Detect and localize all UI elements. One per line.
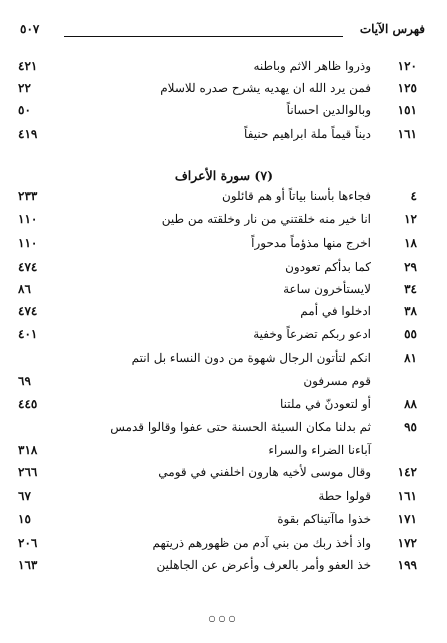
verse-text: ادخلوا في أمم [300, 304, 371, 318]
index-entry-continuation [0, 371, 447, 393]
page-reference: ٤٤٥ [18, 397, 38, 411]
page-reference: ٦٩ [18, 374, 31, 388]
surah-heading: (٧) سورة الأعراف [174, 168, 273, 183]
index-entry [0, 301, 447, 323]
verse-text: ادعو ربكم تضرعاً وخفية [253, 327, 371, 341]
verse-text: لايستأخرون ساعة [283, 282, 371, 296]
verse-number: ١٩٩ [397, 558, 417, 572]
index-entry [0, 394, 447, 416]
page-reference: ٢٣٣ [18, 189, 38, 203]
page-reference: ١٥ [18, 512, 31, 526]
verse-text: آباءنا الضراء والسراء [268, 443, 371, 457]
index-entry [0, 209, 447, 231]
page-reference: ١١٠ [18, 236, 38, 250]
verse-text: خذوا ماآتيناكم بقوة [277, 512, 371, 526]
footer-ornament: ○○○ [208, 614, 239, 623]
index-entry [0, 257, 447, 279]
verse-number: ١٨ [404, 236, 417, 250]
page-reference: ٤٠١ [18, 327, 38, 341]
page-reference: ٥٠ [18, 103, 31, 117]
verse-text: وذروا ظاهر الاثم وباطنه [253, 59, 371, 73]
verse-text: خذ العفو وأمر بالعرف وأعرض عن الجاهلين [156, 558, 371, 572]
index-entry [0, 78, 447, 100]
index-entry-continuation [0, 440, 447, 462]
verse-text: فمن يرد الله ان يهديه يشرح صدره للاسلام [160, 81, 371, 95]
verse-number: ١٧١ [397, 512, 417, 526]
index-entry [0, 417, 447, 439]
verse-text: انكم لتأتون الرجال شهوة من دون النساء بل انتم [131, 351, 371, 365]
verse-number: ١٤٢ [397, 465, 417, 479]
running-title: فهرس الآيات [359, 22, 425, 36]
page-reference: ٤٧٤ [18, 260, 38, 274]
index-entry [0, 186, 447, 208]
verse-number: ٢٩ [404, 260, 417, 274]
verse-number: ٣٨ [404, 304, 417, 318]
verse-text: ديناً قيماً ملة ابراهيم حنيفاً [244, 127, 371, 141]
index-entry [0, 279, 447, 301]
verse-text: اخرج منها مذؤماً مدحوراً [251, 236, 371, 250]
verse-number: ١٥١ [397, 103, 417, 117]
verse-number: ٨٨ [404, 397, 417, 411]
verse-text: فجاءها بأسنا بياتاً أو هم قائلون [222, 189, 371, 203]
index-entry [0, 124, 447, 146]
verse-text: وبالوالدين احساناً [286, 103, 371, 117]
page-reference: ٤١٩ [18, 127, 38, 141]
verse-text: واذ أخذ ربك من بني آدم من ظهورهم ذريتهم [152, 536, 371, 550]
verse-number: ٩٥ [404, 420, 417, 434]
verse-number: ١٢ [404, 212, 417, 226]
index-entry [0, 100, 447, 122]
verse-number: ٣٤ [404, 282, 417, 296]
verse-number: ٤ [410, 189, 417, 203]
index-entry [0, 533, 447, 555]
verse-number: ١٧٢ [397, 536, 417, 550]
page-reference: ٢٢ [18, 81, 31, 95]
verse-number: ٥٥ [404, 327, 417, 341]
verse-text: وقال موسى لأخيه هارون اخلفني في قومي [158, 465, 371, 479]
page-reference: ٢٠٦ [18, 536, 38, 550]
page-number: ٥٠٧ [20, 22, 40, 36]
verse-number: ١٦١ [397, 127, 417, 141]
index-entry [0, 486, 447, 508]
index-entry [0, 348, 447, 370]
page-reference: ٢٦٦ [18, 465, 38, 479]
page-reference: ١٦٣ [18, 558, 38, 572]
verse-number: ١٦١ [397, 489, 417, 503]
verse-number: ١٢٠ [397, 59, 417, 73]
index-entry [0, 509, 447, 531]
header-rule [64, 36, 343, 37]
page-reference: ١١٠ [18, 212, 38, 226]
verse-text: قولوا حطة [318, 489, 371, 503]
page-reference: ٤٢١ [18, 59, 38, 73]
index-entry [0, 324, 447, 346]
verse-text: قوم مسرفون [303, 374, 371, 388]
page-reference: ٦٧ [18, 489, 31, 503]
page-header [20, 22, 425, 46]
index-entry [0, 233, 447, 255]
page-reference: ٤٧٤ [18, 304, 38, 318]
index-entry [0, 56, 447, 78]
verse-number: ١٢٥ [397, 81, 417, 95]
verse-text: انا خير منه خلقتني من نار وخلقته من طين [161, 212, 371, 226]
verse-text: أو لتعودنّ في ملتنا [279, 397, 371, 411]
index-entry [0, 555, 447, 577]
page-reference: ٣١٨ [18, 443, 38, 457]
index-entry [0, 462, 447, 484]
verse-text: ثم بدلنا مكان السيئة الحسنة حتى عفوا وقالوا قدمس [110, 420, 371, 434]
page-reference: ٨٦ [18, 282, 31, 296]
verse-text: كما بدأكم تعودون [285, 260, 371, 274]
verse-number: ٨١ [404, 351, 417, 365]
